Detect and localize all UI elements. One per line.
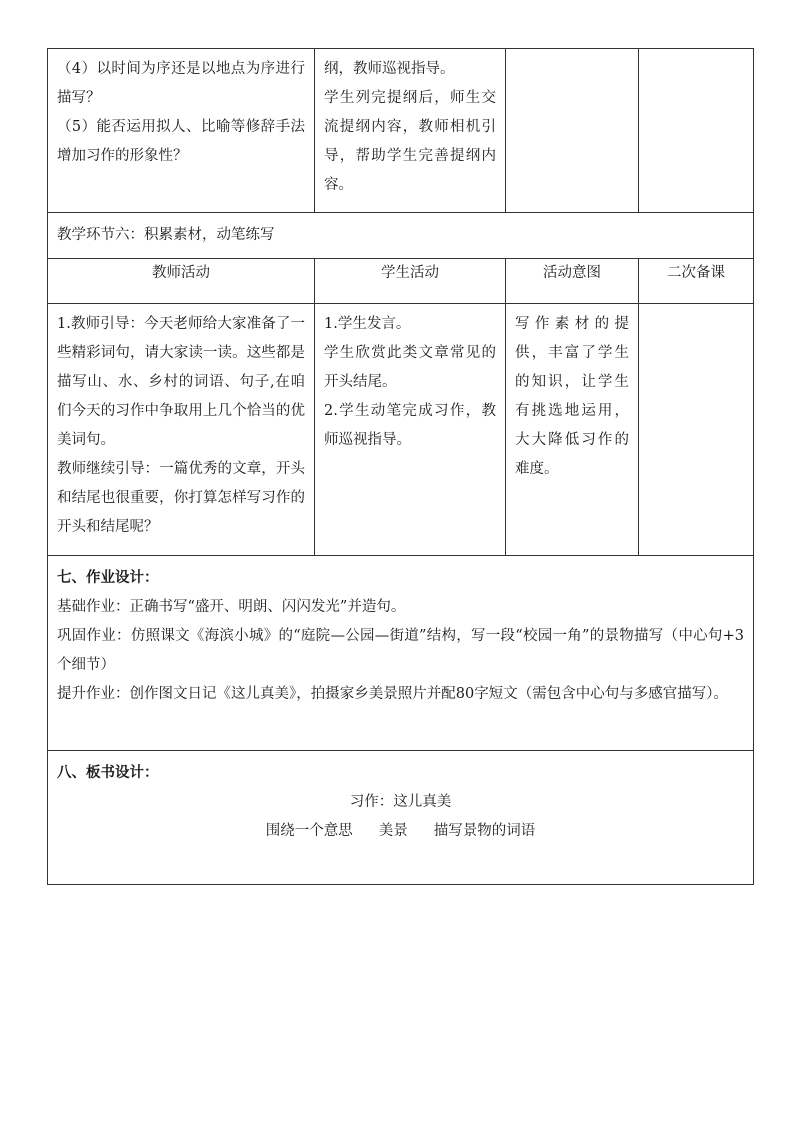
student-text-1: 1.学生发言。: [324, 316, 411, 332]
board-item-3: 描写景物的词语: [433, 823, 536, 839]
board-design-row: [48, 751, 754, 885]
homework-row: [48, 556, 754, 751]
student-text-2: 学生列完提纲后，师生交流提纲内容，教师相机引导，帮助学生完善提纲内容。: [324, 90, 496, 193]
student-text-1: 纲，教师巡视指导。: [324, 61, 455, 77]
student-text-2: 学生欣赏此类文章常见的开头结尾。: [324, 345, 496, 390]
board-line-2: [57, 817, 744, 846]
column-header-row: [48, 259, 754, 304]
step-content-row: [48, 304, 754, 556]
intent-cell: [506, 49, 639, 213]
intent-text: 写作素材的提供，丰富了学生的知识，让学生有挑选地运用，大大降低习作的难度。: [515, 316, 629, 477]
question-5: （5）能否运用拟人、比喻等修辞手法增加习作的形象性？: [57, 119, 305, 164]
continuation-row: [48, 49, 754, 213]
student-activity-cell: [315, 49, 506, 213]
board-item-2: 美景: [378, 823, 408, 839]
teacher-activity-cell: [48, 49, 315, 213]
lesson-plan-table: [47, 48, 754, 885]
teacher-text-1: 1.教师引导：今天老师给大家准备了一些精彩词句，请大家读一读。这些都是描写山、水、乡村的词语、句子,在咱们今天的习作中争取用上几个恰当的优美词句。: [57, 316, 305, 448]
question-4: （4）以时间为序还是以地点为序进行描写？: [57, 61, 305, 106]
header-teacher: 教师活动: [48, 259, 315, 304]
homework-consolidate: 巩固作业：仿照课文《海滨小城》的“庭院—公园—街道”结构，写一段“校园一角”的景物描写（中心句+3个细节）: [57, 628, 744, 673]
step-title-row: [48, 213, 754, 259]
homework-title: 七、作业设计：: [57, 570, 159, 586]
header-notes: 二次备课: [639, 259, 754, 304]
student-text-3: 2.学生动笔完成习作，教师巡视指导。: [324, 403, 496, 448]
header-intent: 活动意图: [506, 259, 639, 304]
board-item-1: 围绕一个意思: [265, 823, 353, 839]
notes-cell: [639, 49, 754, 213]
step-title: 教学环节六：积累素材，动笔练写: [57, 227, 275, 243]
intent-cell: [506, 304, 639, 556]
board-title: 八、板书设计：: [57, 765, 159, 781]
header-student: 学生活动: [315, 259, 506, 304]
homework-advanced: 提升作业：创作图文日记《这儿真美》，拍摄家乡美景照片并配80字短文（需包含中心句与多感官描写）。: [57, 686, 728, 702]
teacher-text-2: 教师继续引导：一篇优秀的文章，开头和结尾也很重要，你打算怎样写习作的开头和结尾呢？: [57, 461, 305, 535]
board-line-1: 习作：这儿真美: [349, 794, 452, 810]
teacher-activity-cell: [48, 304, 315, 556]
homework-basic: 基础作业：正确书写“盛开、明朗、闪闪发光”并造句。: [57, 599, 406, 615]
notes-cell: [639, 304, 754, 556]
student-activity-cell: [315, 304, 506, 556]
